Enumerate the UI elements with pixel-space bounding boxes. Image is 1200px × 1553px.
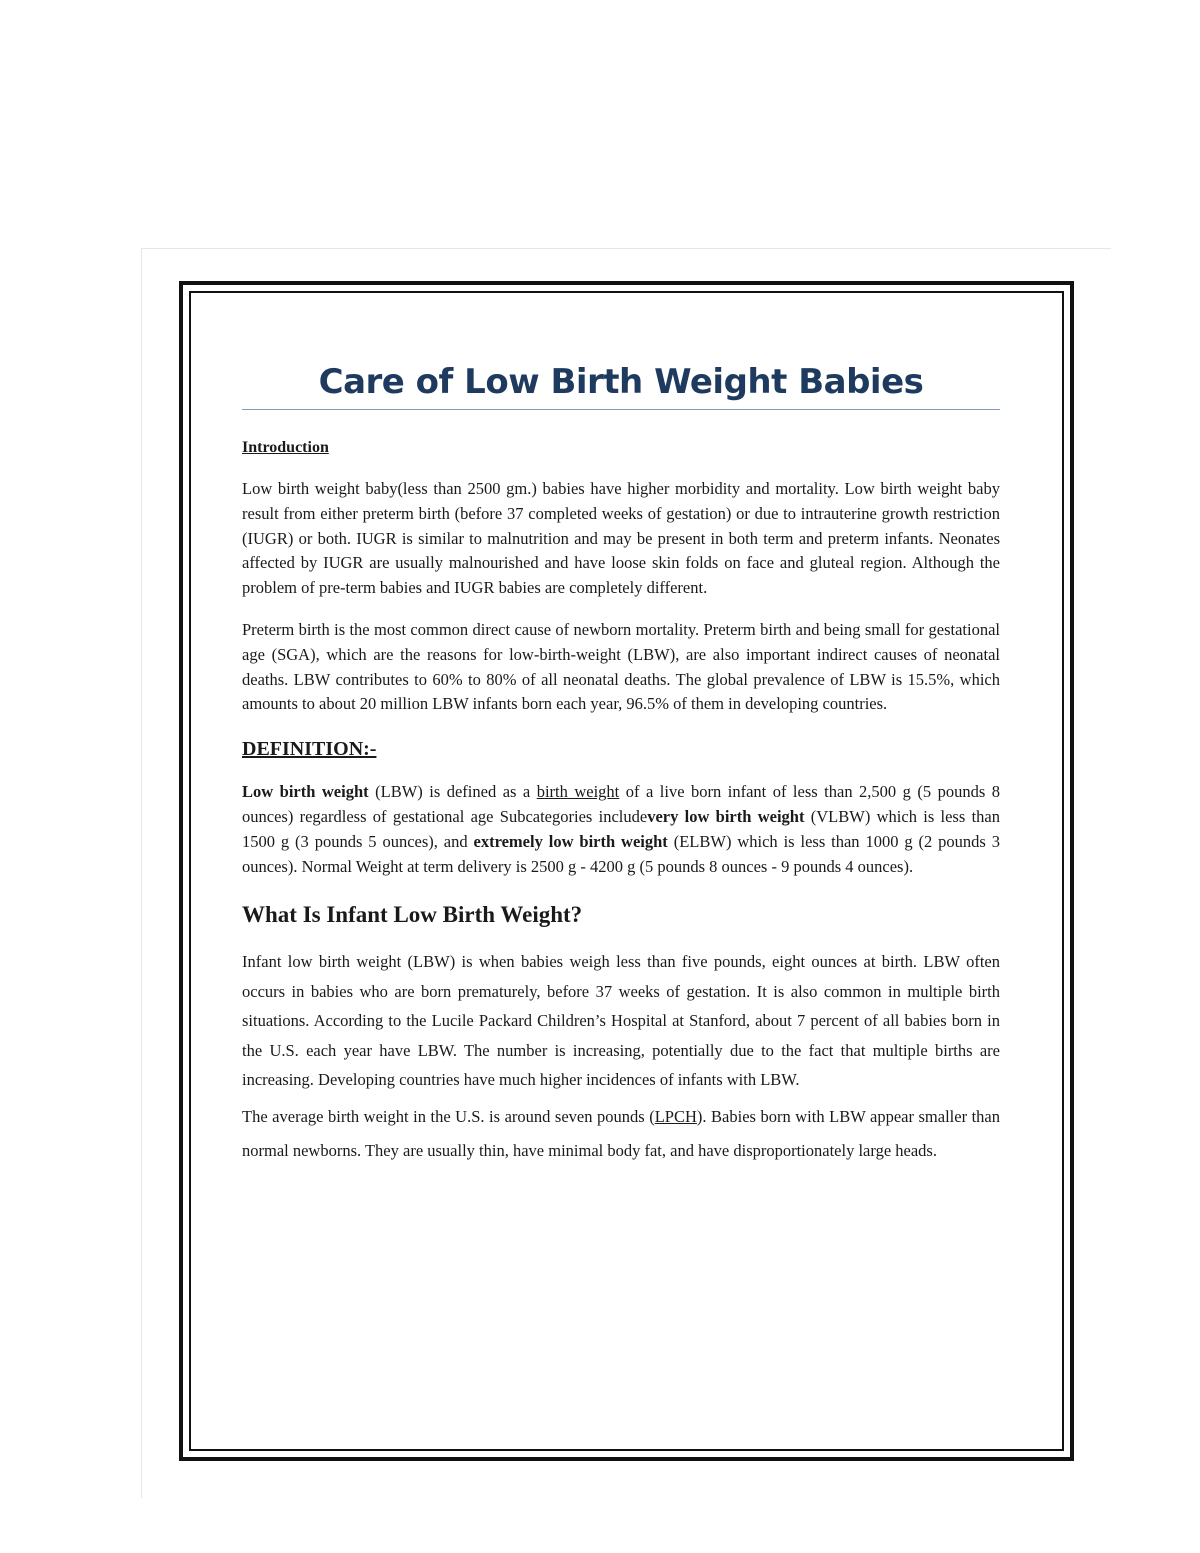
introduction-heading: Introduction [242,439,329,456]
document-body [242,358,1000,1168]
term-extremely-low-birth-weight: extremely low birth weight [473,831,668,851]
what-is-paragraph-2 [242,1100,1000,1168]
birth-weight-link[interactable]: birth weight [536,782,620,802]
what-is-lbw-heading: What Is Infant Low Birth Weight? [242,902,583,928]
definition-text-3: (VLBW) which is less than 1500 g (3 pounds 5 ounces), and [242,806,1000,851]
lpch-link[interactable]: LPCH [654,1106,697,1126]
definition-paragraph [242,780,1000,879]
document-title: Care of Low Birth Weight Babies [242,358,1000,410]
term-low-birth-weight: Low birth weight [242,782,369,802]
definition-text-2: of a live born infant of less than 2,500 g (5 pounds 8 ounces) regardless of gestational age Subcategories include [242,782,1001,826]
intro-paragraph-1: Low birth weight baby(less than 2500 gm.) babies have higher morbidity and mortality. Low birth weight baby result from either preterm birth (before 37 completed weeks of gestation) or due to intrauterine growth restriction (IUGR) or both. IUGR is similar to malnutrition and may be present in both term and preterm infants. Neonates affected by IUGR are usually malnourished and have loose skin folds on face and gluteal region. Although the problem of pre-term babies and IUGR babies are completely different. [242,479,1000,598]
term-very-low-birth-weight: very low birth weight [647,806,805,826]
what-is-text-1: The average birth weight in the U.S. is around seven pounds ( [242,1106,655,1126]
definition-heading: DEFINITION:- [242,738,377,761]
what-is-text-2: ). Babies born with LBW appear smaller than normal newborns. They are usually thin, have minimal body fat, and have disproportionately large heads. [242,1106,1001,1160]
intro-paragraph-2: Preterm birth is the most common direct cause of newborn mortality. Preterm birth and being small for gestational age (SGA), which are the reasons for low-birth-weight (LBW), are also important indirect causes of neonatal deaths. LBW contributes to 60% to 80% of all neonatal deaths. The global prevalence of LBW is 15.5%, which amounts to about 20 million LBW infants born each year, 96.5% of them in developing countries. [242,619,1000,714]
definition-text-1: (LBW) is defined as a [368,782,537,802]
what-is-paragraph-1: Infant low birth weight (LBW) is when babies weigh less than five pounds, eight ounces at birth. LBW often occurs in babies who are born prematurely, before 37 weeks of gestation. It is also common in multiple birth situations. According to the Lucile Packard Children’s Hospital at Stanford, about 7 percent of all babies born in the U.S. each year have LBW. The number is increasing, potentially due to the fact that multiple births are increasing. Developing countries have much higher incidences of infants with LBW. [242,952,1000,1090]
definition-text-4: (ELBW) which is less than 1000 g (2 pounds 3 ounces). Normal Weight at term delivery is 2500 g - 4200 g (5 pounds 8 ounces - 9 pounds 4 ounces). [242,831,1000,876]
